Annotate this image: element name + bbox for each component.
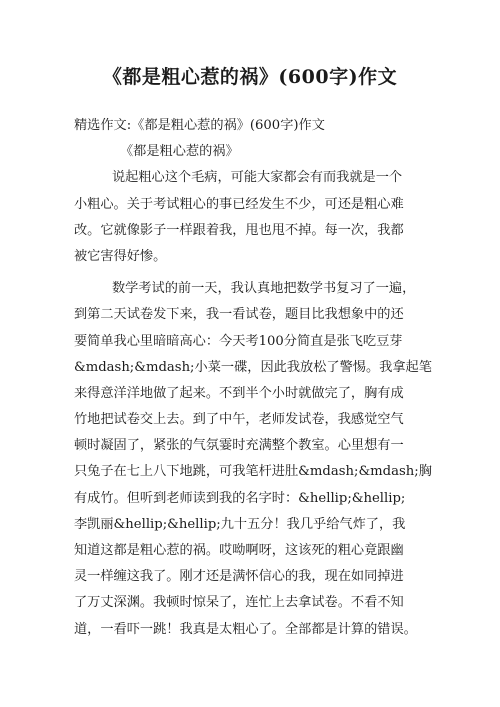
text-line: &mdash;&mdash;小菜一碟，因此我放松了警惕。我拿起笔 — [74, 359, 432, 375]
article-body — [74, 113, 434, 643]
text-line: 被它害得好惨。 — [74, 248, 167, 264]
paragraph-1 — [74, 165, 434, 270]
text-line: 数学考试的前一天，我认真地把数学书复习了一遍， — [112, 281, 416, 297]
text-line: 李凯丽&hellip;&hellip;九十五分！我几乎给气炸了，我 — [74, 516, 406, 532]
text-line: 来得意洋洋地做了起来。不到半个小时就做完了，胸有成 — [74, 385, 404, 401]
text-line: 说起粗心这个毛病，可能大家都会有而我就是一个 — [112, 170, 403, 186]
header-line: 精选作文:《都是粗心惹的祸》(600字)作文 — [74, 118, 325, 133]
text-line: 小粗心。关于考试粗心的事已经发生不少，可还是粗心难 — [74, 196, 404, 212]
article-subtitle: 《都是粗心惹的祸》 — [120, 144, 239, 160]
text-line: 顿时凝固了，紧张的气氛霎时充满整个教室。心里想有一 — [74, 438, 404, 454]
text-line: 只兔子在七上八下地跳，可我笔杆进肚&mdash;&mdash;胸 — [74, 464, 432, 480]
paragraph-2 — [74, 276, 434, 643]
text-line: 道，一看吓一跳！我真是太粗心了。全部都是计算的错误。 — [74, 621, 417, 637]
text-line: 有成竹。但听到老师读到我的名字时：&hellip;&hellip; — [74, 490, 406, 506]
text-line: 知道这都是粗心惹的祸。哎呦啊呀，这该死的粗心竟跟幽 — [74, 543, 404, 558]
page-title: 《都是粗心惹的祸》(600字)作文 — [102, 66, 398, 88]
text-line: 了万丈深渊。我顿时惊呆了，连忙上去拿试卷。不看不知 — [74, 595, 404, 611]
text-line: 改。它就像影子一样跟着我，甩也甩不掉。每一次，我都 — [74, 222, 404, 238]
text-line: 灵一样缠这我了。刚才还是满怀信心的我，现在如同掉进 — [74, 569, 404, 585]
text-line: 竹地把试卷交上去。到了中午，老师发试卷，我感觉空气 — [74, 412, 404, 428]
text-line: 到第二天试卷发下来，我一看试卷，题目比我想象中的还 — [74, 307, 404, 323]
text-line: 要简单我心里暗暗高心：今天考100分简直是张飞吃豆芽 — [74, 333, 403, 349]
